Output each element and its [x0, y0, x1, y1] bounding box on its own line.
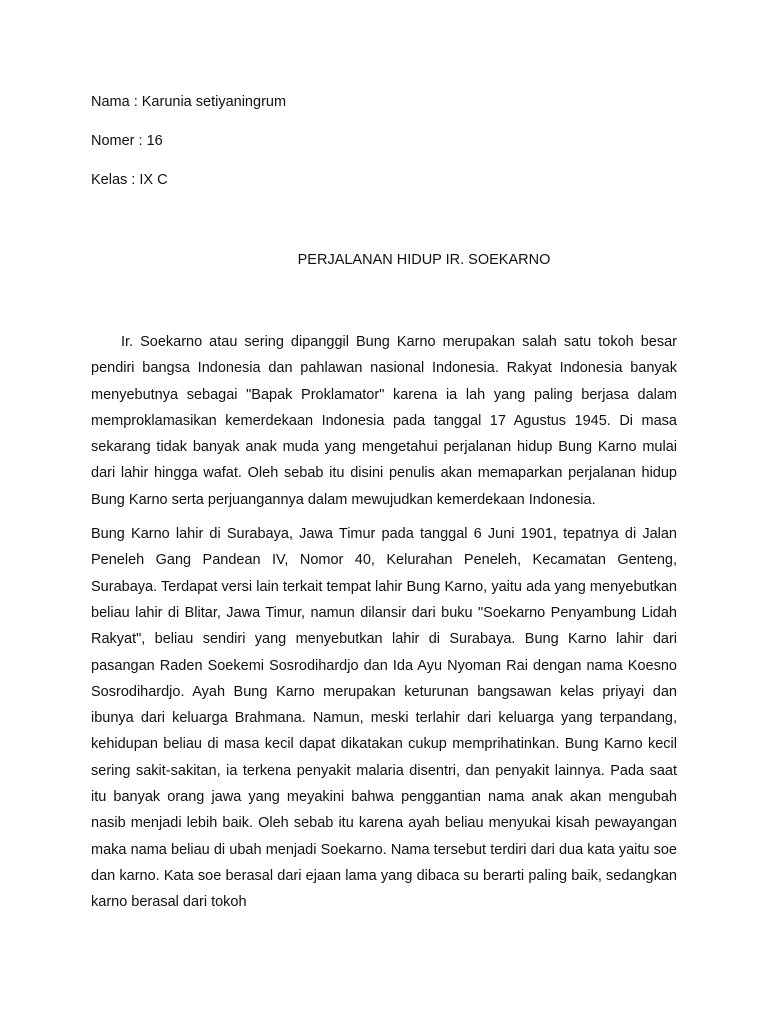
paragraph-intro: Ir. Soekarno atau sering dipanggil Bung Karno merupakan salah satu tokoh besar pendiri bangsa Indonesia dan pahlawan nasional Indonesia. Rakyat Indonesia banyak menyebutnya sebagai "Bapak Proklamator" karena ia lah yang paling berjasa dalam memproklamasikan kemerdekaan Indonesia pada tanggal 17 Agustus 1945. Di masa sekarang tidak banyak anak muda yang mengetahui perjalanan hidup Bung Karno mulai dari lahir hingga wafat. Oleh sebab itu disini penulis akan memaparkan perjalanan hidup Bung Karno serta perjuangannya dalam mewujudkan kemerdekaan Indonesia.	[91, 334, 677, 508]
paragraph-birth: Bung Karno lahir di Surabaya, Jawa Timur pada tanggal 6 Juni 1901, tepatnya di Jalan Peneleh Gang Pandean IV, Nomor 40, Kelurahan Peneleh, Kecamatan Genteng, Surabaya. Terdapat versi lain terkait tempat lahir Bung Karno, yaitu ada yang menyebutkan beliau lahir di Blitar, Jawa Timur, namun dilansir dari buku "Soekarno Penyambung Lidah Rakyat", beliau sendiri yang menyebutkan lahir di Surabaya. Bung Karno lahir dari pasangan Raden Soekemi Sosrodihardjo dan Ida Ayu Nyoman Rai dengan nama Koesno Sosrodihardjo. Ayah Bung Karno merupakan keturunan bangsawan kelas priyayi dan ibunya dari keluarga Brahmana. Namun, meski terlahir dari keluarga yang terpandang, kehidupan beliau di masa kecil dapat dikatakan cukup memprihatinkan. Bung Karno kecil sering sakit-sakitan, ia terkena penyakit malaria disentri, dan penyakit lainnya. Pada saat itu banyak orang jawa yang meyakini bahwa penggantian nama anak akan mengubah nasib menjadi lebih baik. Oleh sebab itu karena ayah beliau menyukai kisah pewayangan maka nama beliau di ubah menjadi Soekarno. Nama tersebut terdiri dari dua kata yaitu soe dan karno. Kata soe berasal dari ejaan lama yang dibaca su berarti paling baik, sedangkan karno berasal dari tokoh	[91, 526, 677, 911]
student-number-line: Nomer : 16	[91, 133, 163, 149]
student-class-line: Kelas : IX C	[91, 172, 168, 188]
student-name-line: Nama : Karunia setiyaningrum	[91, 94, 287, 110]
document-body	[91, 329, 677, 924]
document-title: PERJALANAN HIDUP IR. SOEKARNO	[297, 252, 551, 268]
